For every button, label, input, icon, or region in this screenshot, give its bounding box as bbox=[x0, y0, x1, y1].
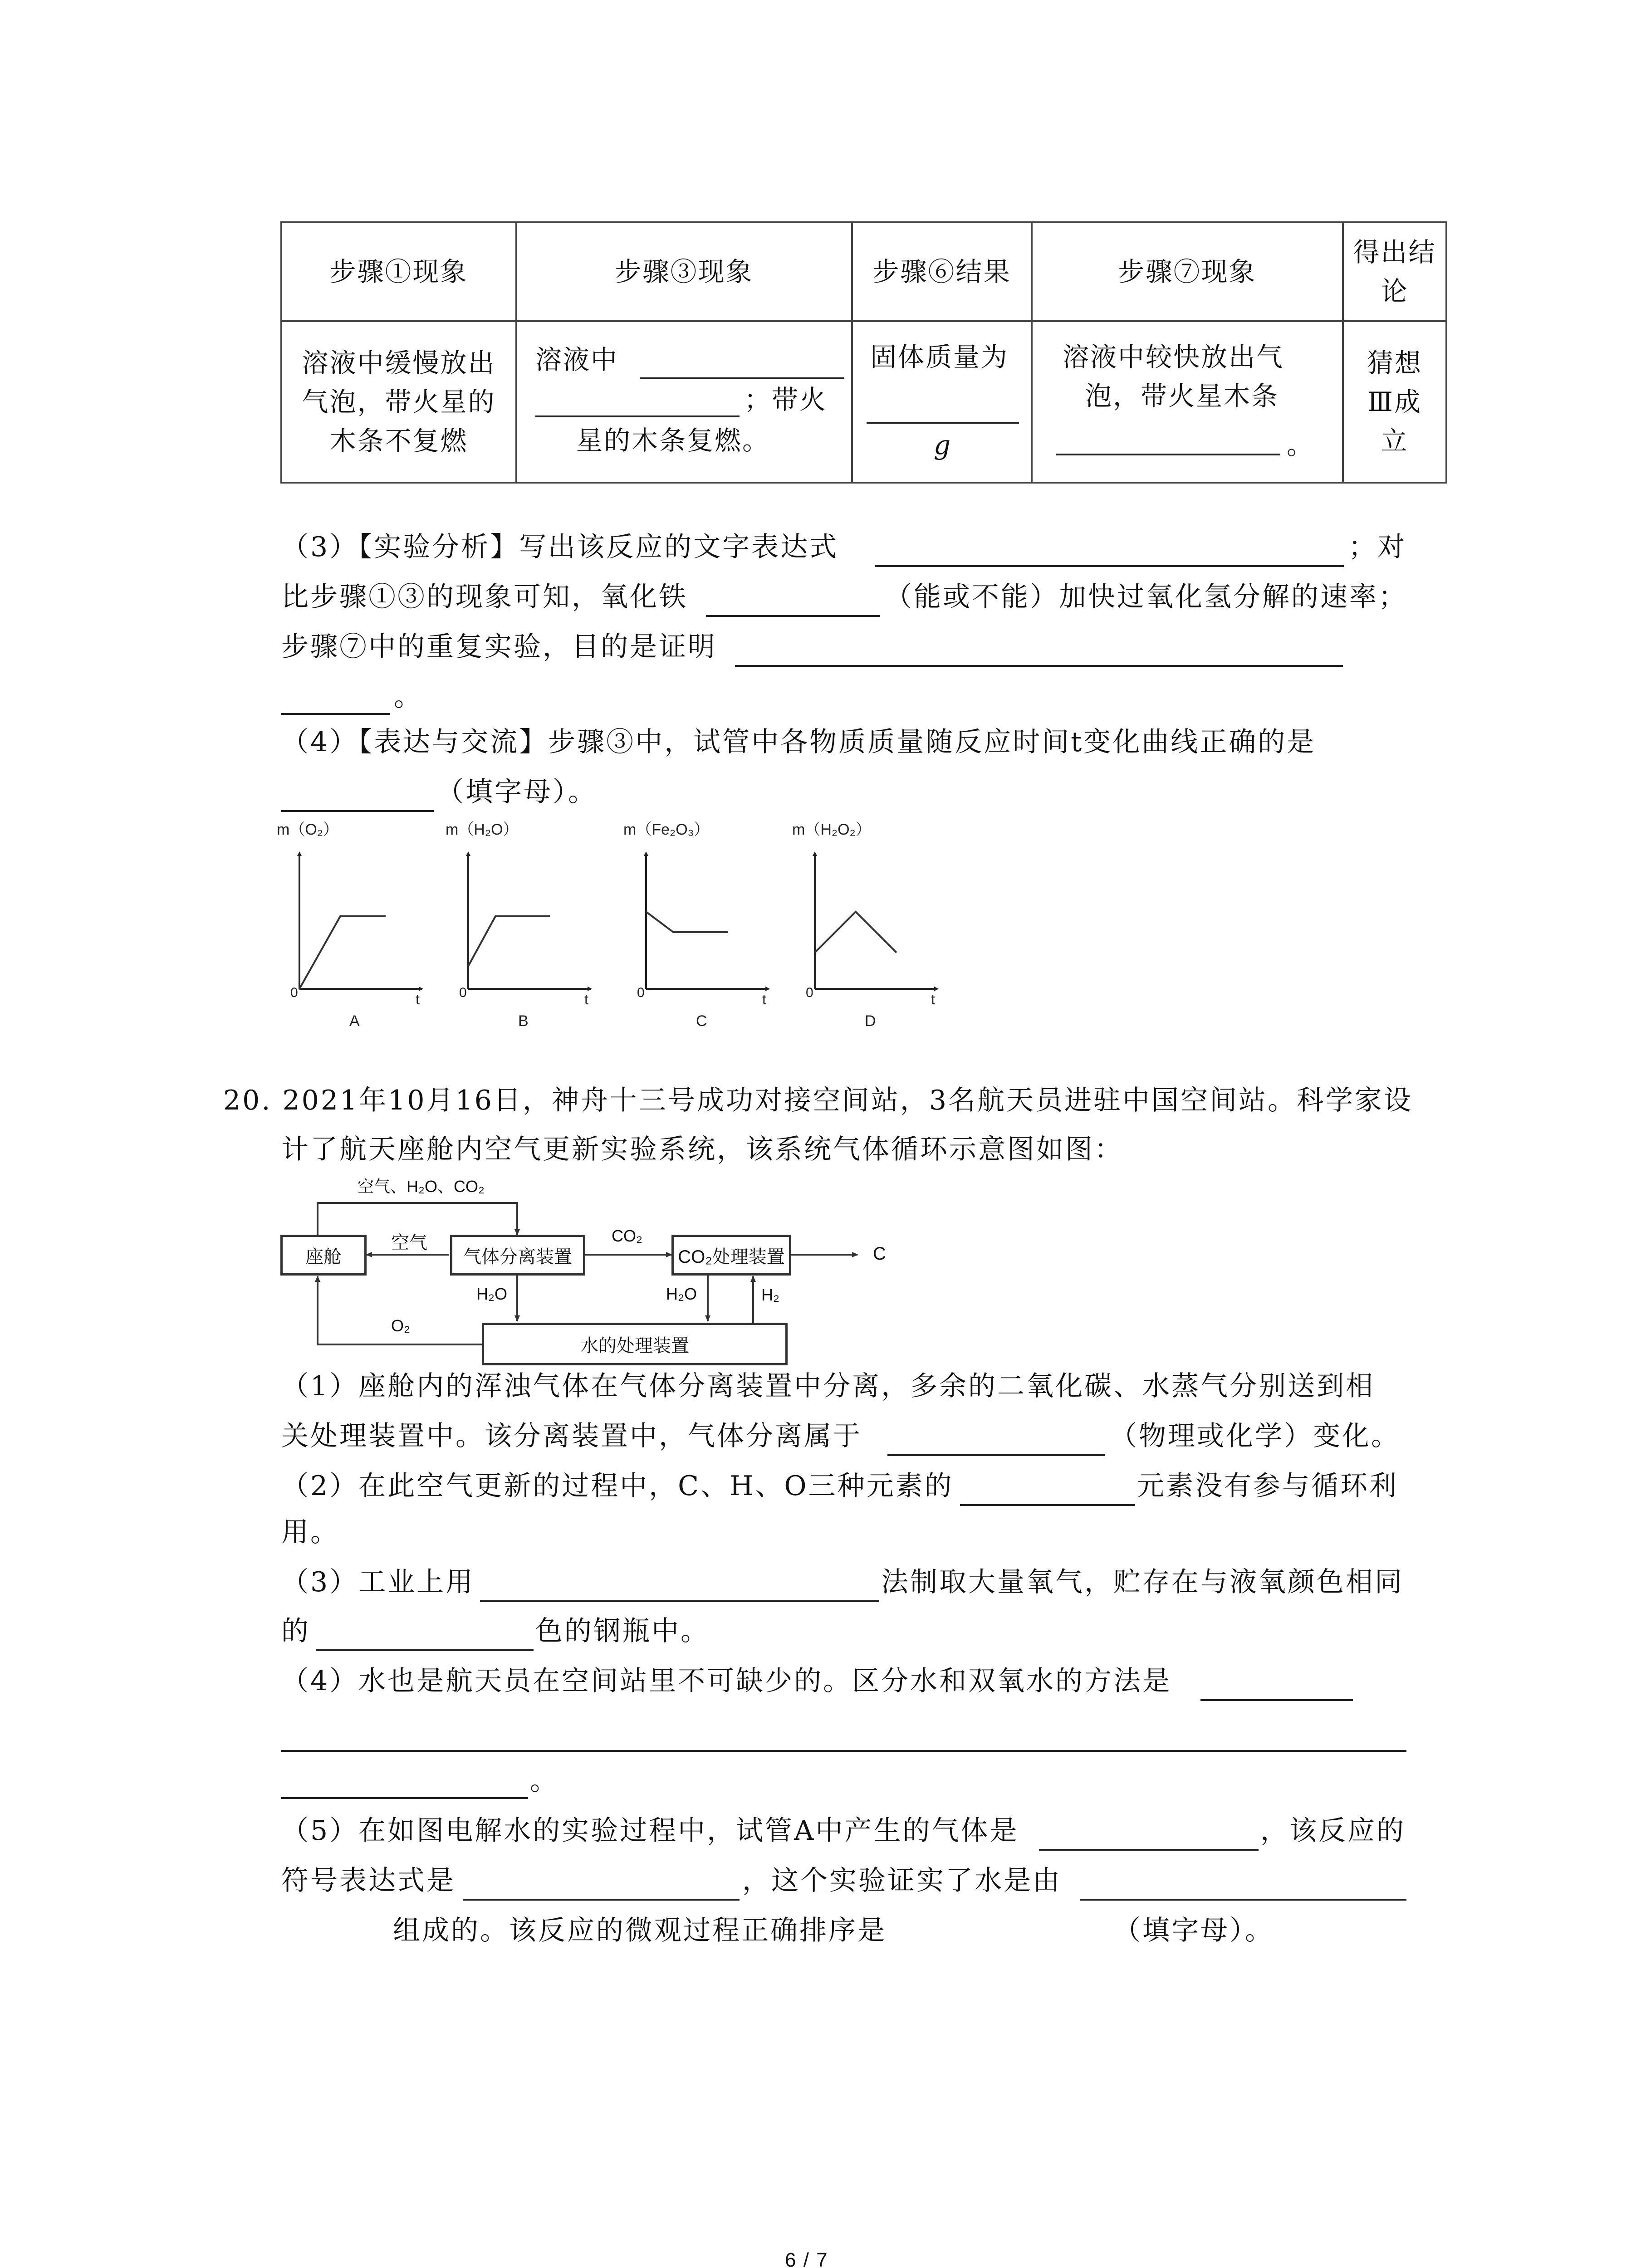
answer-blank[interactable] bbox=[1056, 454, 1280, 455]
question-20-4-line: （4）水也是航天员在空间站里不可缺少的。区分水和双氧水的方法是 bbox=[281, 1665, 1172, 1697]
curve bbox=[646, 912, 728, 932]
h2o-label: H₂O bbox=[666, 1285, 697, 1303]
air-label: 空气 bbox=[391, 1233, 427, 1253]
y-axis-label: m（H₂O₂） bbox=[792, 821, 871, 838]
graph-letter: C bbox=[696, 1012, 707, 1030]
x-axis-label: t bbox=[762, 991, 766, 1007]
page-number: 6 / 7 bbox=[785, 2249, 828, 2268]
h2-label: H₂ bbox=[761, 1286, 779, 1304]
y-axis-label: m（H₂O） bbox=[446, 821, 519, 838]
graph-c bbox=[623, 821, 769, 1030]
question-20-5-line: （填字母）。 bbox=[1113, 1915, 1274, 1946]
answer-blank[interactable] bbox=[867, 422, 1019, 424]
table-cell bbox=[516, 321, 852, 483]
question-20-3-line: 法制取大量氧气，贮存在与液氧颜色相同 bbox=[881, 1566, 1404, 1598]
x-axis-label: t bbox=[584, 991, 588, 1007]
table-cell bbox=[1032, 321, 1343, 483]
origin-label: 0 bbox=[806, 985, 813, 1000]
x-axis-label: t bbox=[416, 991, 420, 1007]
origin-label: 0 bbox=[459, 985, 467, 1000]
question-20-1-line: （1）座舱内的浑浊气体在气体分离装置中分离，多余的二氧化碳、水蒸气分别送到相 bbox=[281, 1370, 1375, 1402]
answer-blank[interactable] bbox=[281, 713, 390, 715]
question-3-line: ；对 bbox=[1348, 531, 1406, 563]
unit-label: g bbox=[934, 430, 952, 460]
graph-b bbox=[446, 821, 591, 1030]
answer-blank[interactable] bbox=[706, 615, 880, 617]
table-header-cell: 步骤①现象 bbox=[281, 222, 516, 321]
x-axis-label: t bbox=[931, 991, 935, 1007]
graph-d bbox=[792, 821, 937, 1030]
answer-blank[interactable] bbox=[960, 1504, 1135, 1506]
question-3-line: 步骤⑦中的重复实验，目的是证明 bbox=[281, 631, 717, 663]
question-4-line: （4）【表达与交流】步骤③中，试管中各物质质量随反应时间t变化曲线正确的是 bbox=[281, 726, 1316, 758]
y-axis-label: m（Fe₂O₃） bbox=[623, 821, 710, 838]
graph-letter: A bbox=[349, 1012, 360, 1030]
question-20-3-line: 色的钢瓶中。 bbox=[535, 1615, 710, 1647]
table-header-cell: 得出结论 bbox=[1343, 222, 1446, 321]
answer-blank[interactable] bbox=[875, 565, 1344, 567]
table-cell: 溶液中缓慢放出气泡，带火星的木条不复燃 bbox=[281, 321, 516, 483]
mass-time-graphs bbox=[272, 816, 980, 1034]
co2-label: CO₂ bbox=[612, 1227, 642, 1245]
question-3-line: 比步骤①③的现象可知，氧化铁 bbox=[281, 581, 688, 613]
question-3-line: 。 bbox=[394, 681, 423, 713]
question-20-4-line: 。 bbox=[530, 1765, 559, 1797]
question-20-1-line: （物理或化学）变化。 bbox=[1110, 1420, 1400, 1452]
origin-label: 0 bbox=[290, 985, 298, 1000]
answer-blank[interactable] bbox=[735, 665, 1343, 667]
curve bbox=[299, 916, 386, 989]
y-axis-label: m（O₂） bbox=[277, 821, 338, 838]
answer-blank[interactable] bbox=[887, 1454, 1105, 1456]
cell-text: 泡，带火星木条 bbox=[1085, 381, 1279, 411]
question-20-2-line: 用。 bbox=[281, 1516, 339, 1548]
answer-blank[interactable] bbox=[640, 377, 844, 379]
o2-label: O₂ bbox=[391, 1316, 410, 1335]
question-20-1-line: 关处理装置中。该分离装置中，气体分离属于 bbox=[281, 1420, 862, 1452]
question-20-line: 20. 2021年10月16日，神舟十三号成功对接空间站，3名航天员进驻中国空间站。科学家设 bbox=[223, 1085, 1413, 1116]
answer-blank[interactable] bbox=[1200, 1699, 1353, 1701]
gas-cycle-diagram bbox=[272, 1170, 907, 1383]
top-flow-label: 空气、H₂O、CO₂ bbox=[358, 1177, 485, 1196]
answer-blank[interactable] bbox=[316, 1649, 534, 1651]
water-treatment-box: 水的处理装置 bbox=[482, 1323, 788, 1365]
table-header-cell: 步骤⑦现象 bbox=[1032, 222, 1343, 321]
answer-blank[interactable] bbox=[1080, 1899, 1406, 1901]
cabin-box: 座舱 bbox=[280, 1235, 367, 1276]
cell-text: ；带火 bbox=[744, 384, 828, 415]
answer-blank[interactable] bbox=[281, 1750, 1406, 1752]
answer-blank[interactable] bbox=[535, 415, 740, 417]
c-output-label: C bbox=[873, 1244, 886, 1264]
answer-blank[interactable] bbox=[1039, 1849, 1259, 1851]
cell-text: 固体质量为 bbox=[870, 342, 1009, 372]
cell-text: 。 bbox=[1287, 430, 1315, 460]
origin-label: 0 bbox=[637, 985, 645, 1000]
answer-blank[interactable] bbox=[480, 1600, 879, 1602]
cell-text: 溶液中 bbox=[535, 344, 619, 375]
curve bbox=[468, 916, 550, 966]
question-3-line: （3）【实验分析】写出该反应的文字表达式 bbox=[281, 531, 839, 563]
graph-letter: B bbox=[518, 1012, 529, 1030]
table-cell bbox=[852, 321, 1032, 483]
answer-blank[interactable] bbox=[281, 810, 434, 812]
h2o-label: H₂O bbox=[476, 1285, 507, 1303]
answer-blank[interactable] bbox=[463, 1899, 740, 1901]
cell-text: 溶液中较快放出气 bbox=[1063, 342, 1284, 372]
question-20-2-line: （2）在此空气更新的过程中，C、H、O三种元素的 bbox=[281, 1470, 954, 1502]
cell-text: 星的木条复燃。 bbox=[576, 425, 770, 456]
experiment-table bbox=[280, 221, 1447, 484]
table-cell: 猜想Ⅲ成立 bbox=[1343, 321, 1446, 483]
question-20-3-line: 的 bbox=[281, 1615, 310, 1647]
table-header-cell: 步骤③现象 bbox=[516, 222, 852, 321]
answer-blank[interactable] bbox=[281, 1797, 528, 1799]
table-header-cell: 步骤⑥结果 bbox=[852, 222, 1032, 321]
question-20-5-line: （5）在如图电解水的实验过程中，试管A中产生的气体是 bbox=[281, 1815, 1019, 1847]
question-20-3-line: （3）工业上用 bbox=[281, 1566, 475, 1598]
question-3-line: （能或不能）加快过氧化氢分解的速率； bbox=[885, 581, 1407, 613]
question-20-line: 计了航天座舱内空气更新实验系统，该系统气体循环示意图如图： bbox=[281, 1134, 1123, 1165]
question-20-5-line: 组成的。该反应的微观过程正确排序是 bbox=[393, 1915, 887, 1946]
question-4-line: （填字母）。 bbox=[436, 776, 597, 808]
graph-a bbox=[277, 821, 422, 1030]
question-20-5-line: ，该反应的 bbox=[1260, 1815, 1406, 1847]
question-20-2-line: 元素没有参与循环利 bbox=[1137, 1470, 1398, 1502]
gas-separator-box: 气体分离装置 bbox=[450, 1235, 585, 1276]
graph-letter: D bbox=[865, 1012, 876, 1030]
question-20-5-line: ，这个实验证实了水是由 bbox=[742, 1865, 1062, 1897]
question-20-5-line: 符号表达式是 bbox=[281, 1865, 456, 1897]
curve bbox=[815, 912, 896, 953]
co2-processor-box: CO₂处理装置 bbox=[671, 1235, 791, 1276]
